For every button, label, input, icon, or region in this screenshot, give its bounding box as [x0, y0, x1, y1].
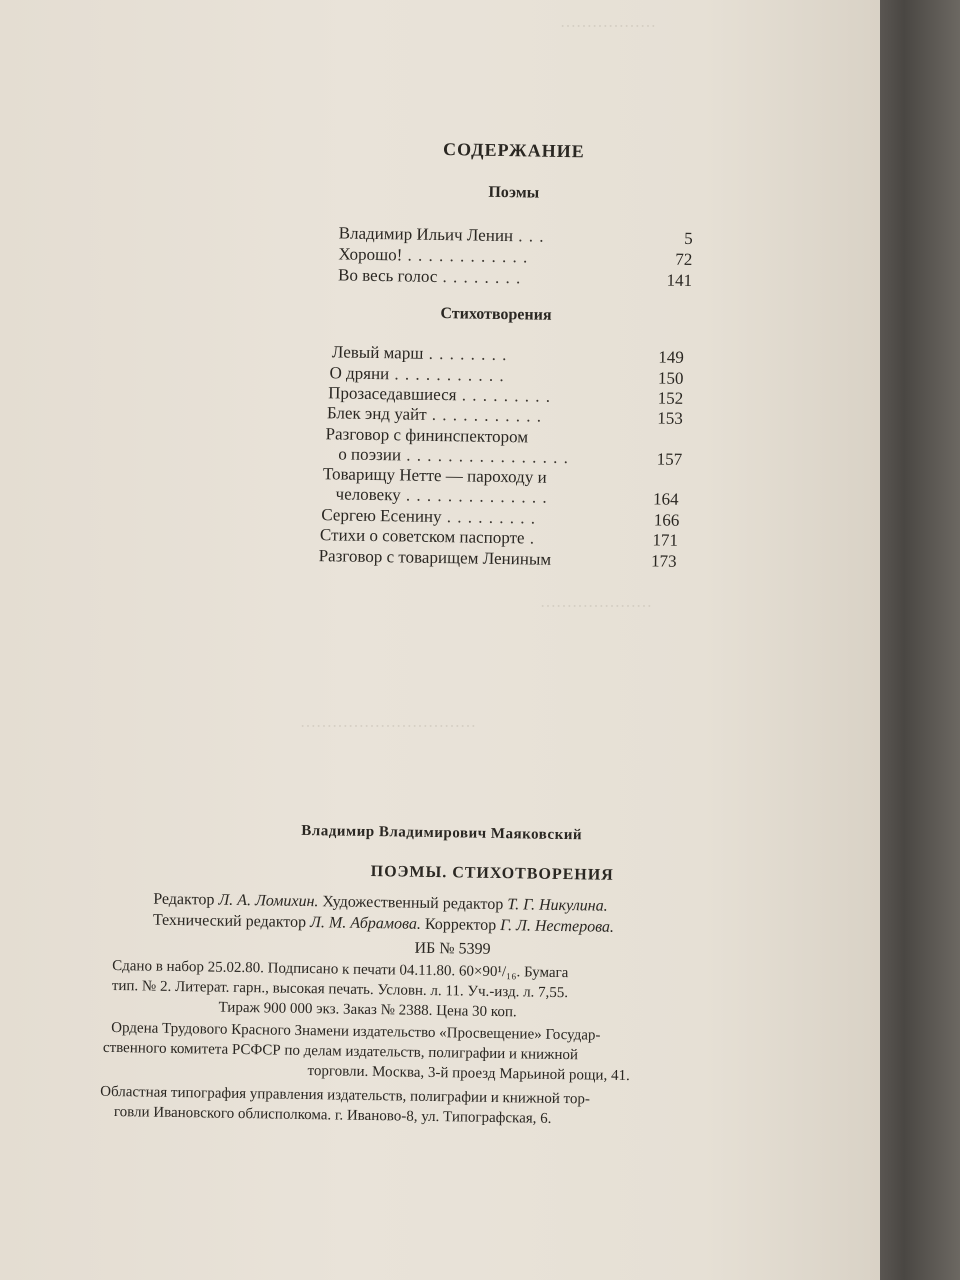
imprint-line: Ордена Трудового Красного Знамени издательство «Просвещение» Государ-: [111, 1019, 601, 1044]
leader-dots: . . . . . . . . .: [456, 385, 552, 406]
leader-dots: . . . . . . . . . . .: [426, 404, 543, 426]
imprint-line: Тираж 900 000 экз. Заказ № 2388. Цена 30 коп.: [218, 999, 517, 1021]
entry-title: Сергею Есенину: [321, 505, 442, 527]
entry-title: Товарищу Нетте — пароходу и: [322, 464, 547, 487]
leader-dots: . . . . . . . .: [437, 266, 522, 288]
entry-title: Хорошо!: [338, 244, 403, 265]
imprint-text: Редактор: [153, 890, 219, 909]
entry-page: 152: [657, 388, 684, 408]
imprint-book-title: ПОЭМЫ. СТИХОТВОРЕНИЯ: [370, 863, 614, 884]
entry-title: Разговор с товарищем Лениным: [318, 546, 552, 569]
bleed-through-text: …………………: [540, 601, 652, 618]
toc-entry: [329, 363, 684, 388]
entry-page: 166: [653, 510, 680, 530]
leader-dots: . . . . . . . . . . . . . .: [400, 485, 548, 507]
imprint-ib-number: ИБ № 5399: [414, 939, 491, 958]
leader-dots: . . . . . . . . . . . . . . . .: [400, 445, 570, 468]
entry-page: 153: [657, 408, 684, 428]
art-editor-name: Т. Г. Никулина.: [507, 896, 608, 915]
imprint-line: торговли. Москва, 3-й проезд Марьиной рощи, 41.: [307, 1063, 630, 1085]
entry-title: Во весь голос: [337, 265, 438, 286]
toc-entry: [335, 484, 679, 509]
entry-title: Стихи о советском паспорте: [319, 525, 525, 548]
entry-page: 149: [658, 347, 684, 367]
entry-page: 5: [684, 228, 693, 248]
imprint-line: тип. № 2. Литерат. гарн., высокая печать. Условн. л. 11. Уч.-изд. л. 7,55.: [111, 977, 569, 1002]
toc-entry: [331, 342, 684, 367]
toc-entry: [318, 546, 677, 571]
entry-page: 171: [652, 530, 679, 550]
entry-title: о поэзии: [338, 444, 402, 465]
entry-title: Прозаседавшиеся: [328, 383, 457, 405]
imprint-text: Технический редактор: [152, 911, 311, 932]
poems-heading: Поэмы: [488, 183, 540, 202]
editor-name: Л. А. Ломихин.: [218, 891, 319, 911]
leader-dots: . . .: [512, 226, 545, 246]
leader-dots: . . . . . . . . .: [441, 507, 537, 528]
entry-page: 173: [650, 551, 677, 571]
imprint-line: Сдано в набор 25.02.80. Подписано к печати 04.11.80. 60×90¹/₁₆. Бумага: [112, 957, 569, 982]
leader-dots: . . . . . . . . . . . .: [402, 245, 529, 267]
corrector-name: Г. Л. Нестерова.: [500, 917, 615, 936]
bleed-through-text: ………………: [560, 21, 656, 38]
imprint-line: Областная типография управления издательств, полиграфии и книжной тор-: [100, 1083, 591, 1108]
toc-title: СОДЕРЖАНИЕ: [442, 139, 585, 162]
toc-entry: [337, 265, 693, 290]
entry-title: Блек энд уайт: [326, 403, 427, 424]
leader-dots: . . . . . . . . . . .: [389, 364, 505, 386]
leader-dots: .: [524, 528, 536, 548]
imprint-text: Корректор: [420, 915, 501, 935]
entry-page: 164: [652, 489, 679, 509]
imprint-text: Художественный редактор: [318, 893, 508, 914]
entry-title: О дряни: [329, 363, 390, 384]
leader-dots: . . . . . . . .: [423, 343, 508, 365]
toc-entry: [319, 525, 679, 550]
verses-heading: Стихотворения: [440, 305, 552, 324]
entry-title: человеку: [335, 484, 401, 505]
bleed-through-text: ……………………………: [300, 721, 476, 738]
entry-title: Левый марш: [331, 342, 424, 363]
toc-entry: [338, 223, 693, 248]
tech-editor-name: Л. М. Абрамова.: [309, 914, 422, 933]
imprint-author: Владимир Владимирович Маяковский: [301, 822, 583, 844]
entry-title: Разговор с фининспектором: [325, 424, 529, 447]
entry-page: 157: [656, 449, 683, 469]
toc-entry: [326, 403, 684, 428]
entry-page: 150: [657, 368, 684, 388]
imprint-line: ственного комитета РСФСР по делам издательств, полиграфии и книжной: [102, 1039, 579, 1064]
entry-page: 141: [666, 270, 693, 290]
entry-title: Владимир Ильич Ленин: [338, 223, 514, 246]
imprint-line: говли Ивановского облисполкома. г. Иваново-8, ул. Типографская, 6.: [113, 1103, 552, 1127]
toc-entry: [338, 244, 693, 269]
book-edge-background: [880, 0, 960, 1280]
entry-page: 72: [675, 249, 693, 269]
